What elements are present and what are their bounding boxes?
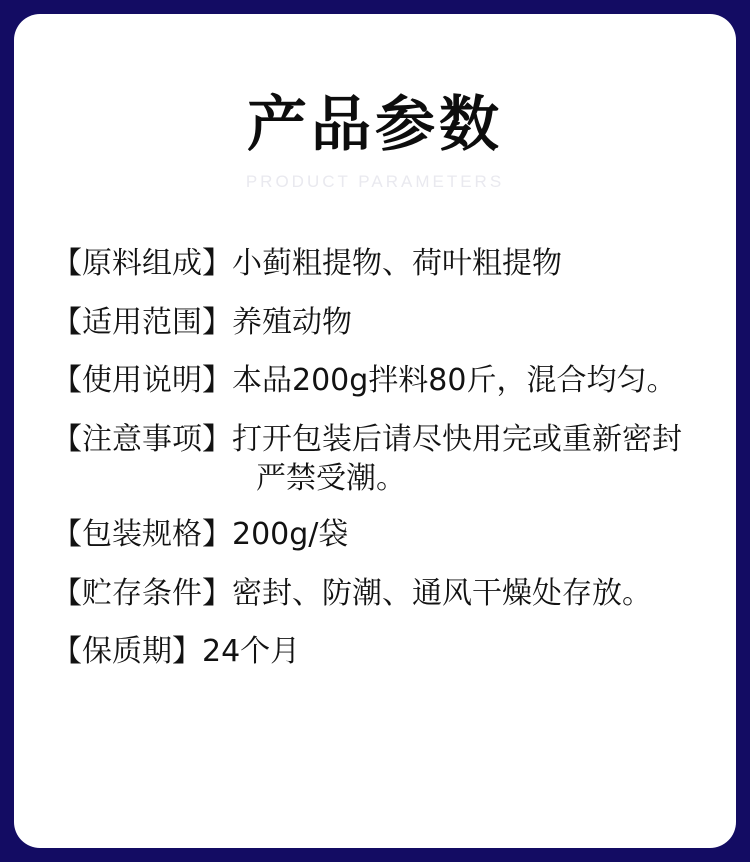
spec-value: 养殖动物 [232,304,352,340]
spec-row [52,420,708,499]
spec-label: 【原料组成】 [52,246,232,281]
page-subtitle: PRODUCT PARAMETERS [245,172,505,191]
page-title: 产品参数 [247,90,503,160]
spec-list [14,244,736,672]
spec-label: 【包装规格】 [52,516,232,552]
spec-label: 【贮存条件】 [52,575,232,611]
spec-value [232,420,708,499]
spec-value-line1: 打开包装后请尽快用完或重新密封 [232,421,682,457]
spec-value: 24个月 [202,634,301,670]
spec-label: 【保质期】 [52,634,202,670]
spec-value: 密封、防潮、通风干燥处存放。 [232,575,652,611]
spec-row [52,303,708,343]
spec-row [52,361,708,401]
spec-value: 本品200g拌料80斤，混合均匀。 [232,363,677,399]
spec-row [52,515,708,555]
spec-value-line2: 严禁受潮。 [256,461,406,497]
spec-row [52,244,708,284]
spec-label: 【适用范围】 [52,304,232,340]
parameters-card [14,14,736,848]
spec-row [52,632,708,672]
spec-value: 200g/袋 [232,516,349,552]
spec-value: 小蓟粗提物、荷叶粗提物 [232,246,562,281]
spec-label: 【注意事项】 [52,421,232,457]
spec-label: 【使用说明】 [52,363,232,399]
spec-row [52,574,708,614]
